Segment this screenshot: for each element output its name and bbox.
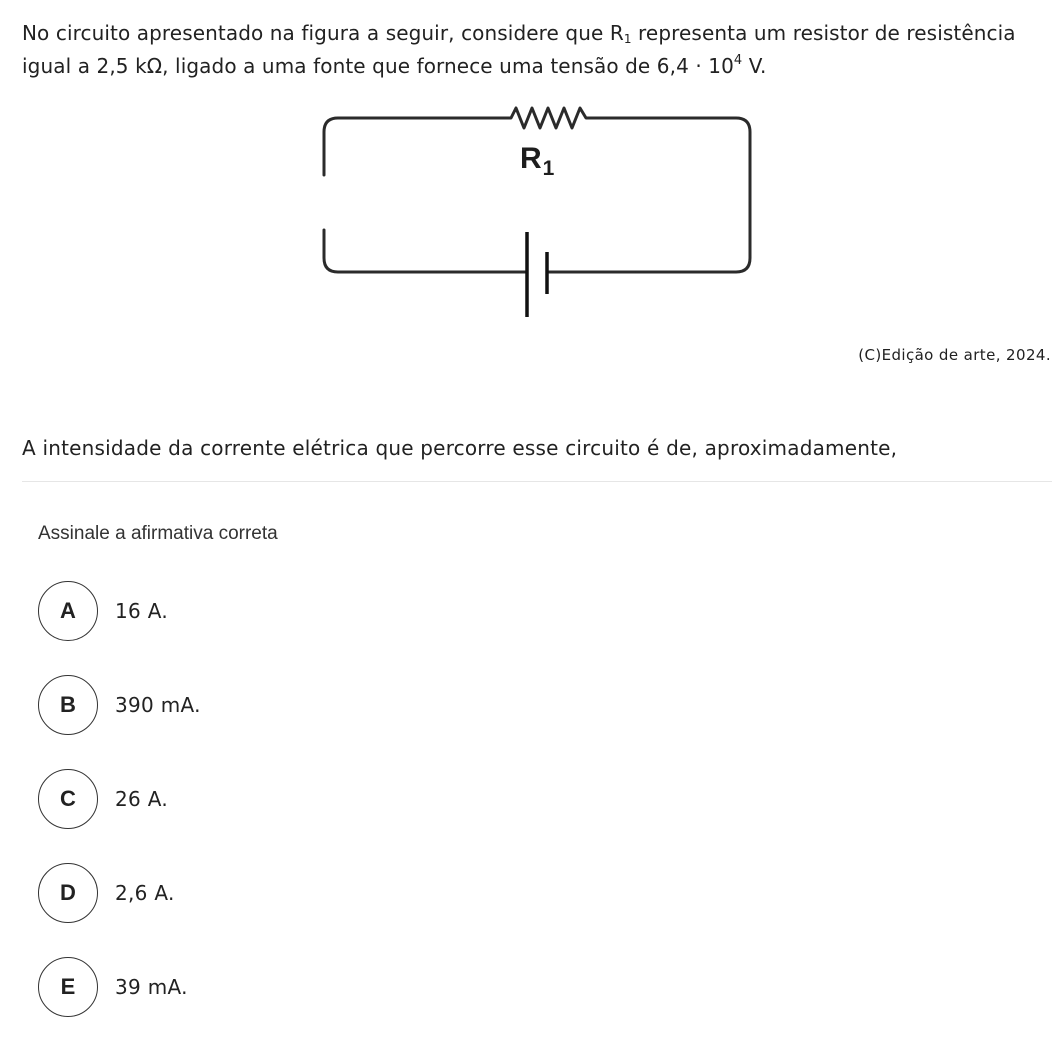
wire-top-left — [324, 118, 505, 175]
resistor-label: $R_1$ — [520, 142, 555, 180]
option-c[interactable] — [38, 768, 201, 830]
resistor-zigzag — [505, 108, 608, 128]
divider — [22, 481, 1052, 482]
wire-right — [608, 118, 750, 272]
resistor-subscript: 1 — [623, 32, 632, 46]
exponent: 4 — [733, 53, 743, 68]
option-letter[interactable]: D — [38, 863, 98, 923]
option-text: 26 A. — [115, 787, 168, 811]
question-prompt: A intensidade da corrente elétrica que percorre esse circuito é de, aproximadamente, — [22, 436, 898, 460]
option-text: 390 mA. — [115, 693, 201, 717]
option-e[interactable] — [38, 956, 201, 1018]
image-credit: (C)Edição de arte, 2024. — [858, 346, 1051, 364]
option-letter[interactable]: E — [38, 957, 98, 1017]
instruction-text: Assinale a afirmativa correta — [38, 523, 278, 544]
circuit-diagram — [318, 100, 758, 325]
answer-options — [38, 580, 201, 1050]
option-text: 16 A. — [115, 599, 168, 623]
option-text: 2,6 A. — [115, 881, 175, 905]
option-a[interactable] — [38, 580, 201, 642]
option-letter[interactable]: A — [38, 581, 98, 641]
option-letter[interactable]: B — [38, 675, 98, 735]
option-b[interactable] — [38, 674, 201, 736]
question-text: No circuito apresentado na figura a seguir, considere que $R_1$ representa um resistor de resistência igual a 2,5 kΩ, ligado a uma fonte que fornece uma tensão de $6,4 \cdot 10^4$ V. — [22, 21, 1016, 78]
option-letter[interactable]: C — [38, 769, 98, 829]
option-text: 39 mA. — [115, 975, 188, 999]
wire-left-lower — [324, 230, 438, 272]
option-d[interactable] — [38, 862, 201, 924]
